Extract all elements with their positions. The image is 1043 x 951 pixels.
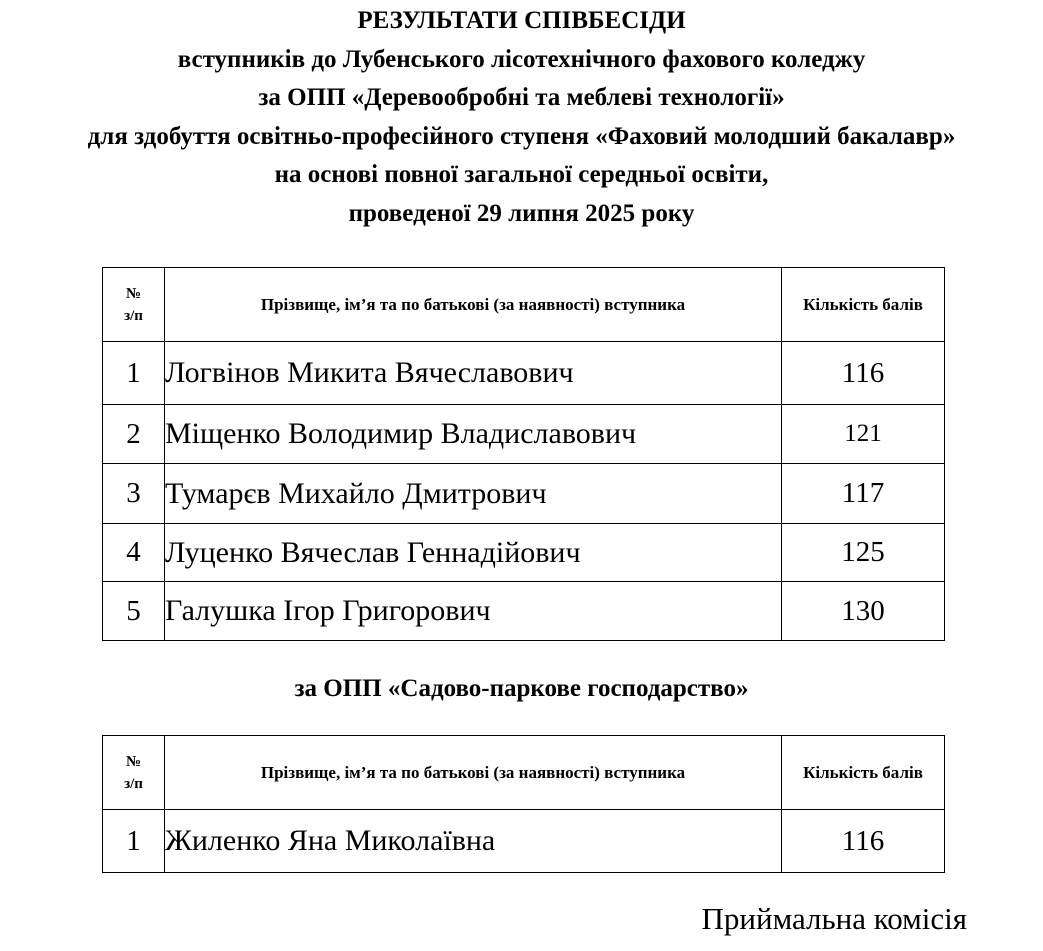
table-row: [103, 524, 945, 582]
applicant-name: Тумарєв Михайло Дмитрович: [165, 464, 782, 524]
table-header-row: [103, 268, 945, 342]
document-header: [0, 2, 1043, 233]
column-header-name: Прізвище, ім’я та по батькові (за наявності) вступника: [165, 268, 782, 342]
applicant-name: Логвінов Микита Вячеславович: [165, 342, 782, 405]
table-row: [103, 405, 945, 464]
column-header-score: Кількість балів: [782, 736, 945, 810]
column-header-number: [103, 736, 165, 810]
results-table-landscape: [102, 735, 945, 873]
header-line-program: за ОПП «Деревообробні та меблеві технології»: [258, 84, 785, 111]
row-number: 4: [103, 524, 165, 582]
row-number: 1: [103, 810, 165, 873]
column-header-number-sign: №: [125, 753, 142, 770]
table-row: [103, 342, 945, 405]
header-line-basis: на основі повної загальної середньої освіти,: [274, 161, 769, 188]
table-row: [103, 582, 945, 641]
applicant-score: 117: [782, 464, 945, 524]
column-header-number: [103, 268, 165, 342]
signature-admissions-committee: Приймальна комісія: [701, 901, 967, 936]
applicant-name: Галушка Ігор Григорович: [165, 582, 782, 641]
section-title-landscape: за ОПП «Садово-паркове господарство»: [294, 675, 749, 702]
applicant-score: 130: [782, 582, 945, 641]
results-table-woodworking: [102, 267, 945, 641]
header-line-degree: для здобуття освітньо-професійного ступеня «Фаховий молодший бакалавр»: [87, 122, 956, 150]
header-line-date: проведеної 29 липня 2025 року: [348, 199, 695, 227]
column-header-number-abbr: з/п: [124, 775, 143, 792]
column-header-name: Прізвище, ім’я та по батькові (за наявності) вступника: [165, 736, 782, 810]
applicant-name: Жиленко Яна Миколаївна: [165, 810, 782, 873]
column-header-number-abbr: з/п: [124, 307, 143, 324]
table-row: [103, 464, 945, 524]
row-number: 5: [103, 582, 165, 641]
table-row: [103, 810, 945, 873]
row-number: 1: [103, 342, 165, 405]
applicant-name: Міщенко Володимир Владиславович: [165, 405, 782, 464]
column-header-score: Кількість балів: [782, 268, 945, 342]
table-header-row: [103, 736, 945, 810]
applicant-score: 116: [782, 342, 945, 405]
applicant-name: Луценко Вячеслав Геннадійович: [165, 524, 782, 582]
row-number: 2: [103, 405, 165, 464]
row-number: 3: [103, 464, 165, 524]
column-header-number-sign: №: [125, 285, 142, 302]
applicant-score: 125: [782, 524, 945, 582]
document-title: РЕЗУЛЬТАТИ СПІВБЕСІДИ: [357, 7, 686, 34]
header-line-applicants: вступників до Лубенського лісотехнічного фахового коледжу: [177, 45, 866, 73]
applicant-score: 116: [782, 810, 945, 873]
applicant-score: 121: [782, 405, 945, 464]
